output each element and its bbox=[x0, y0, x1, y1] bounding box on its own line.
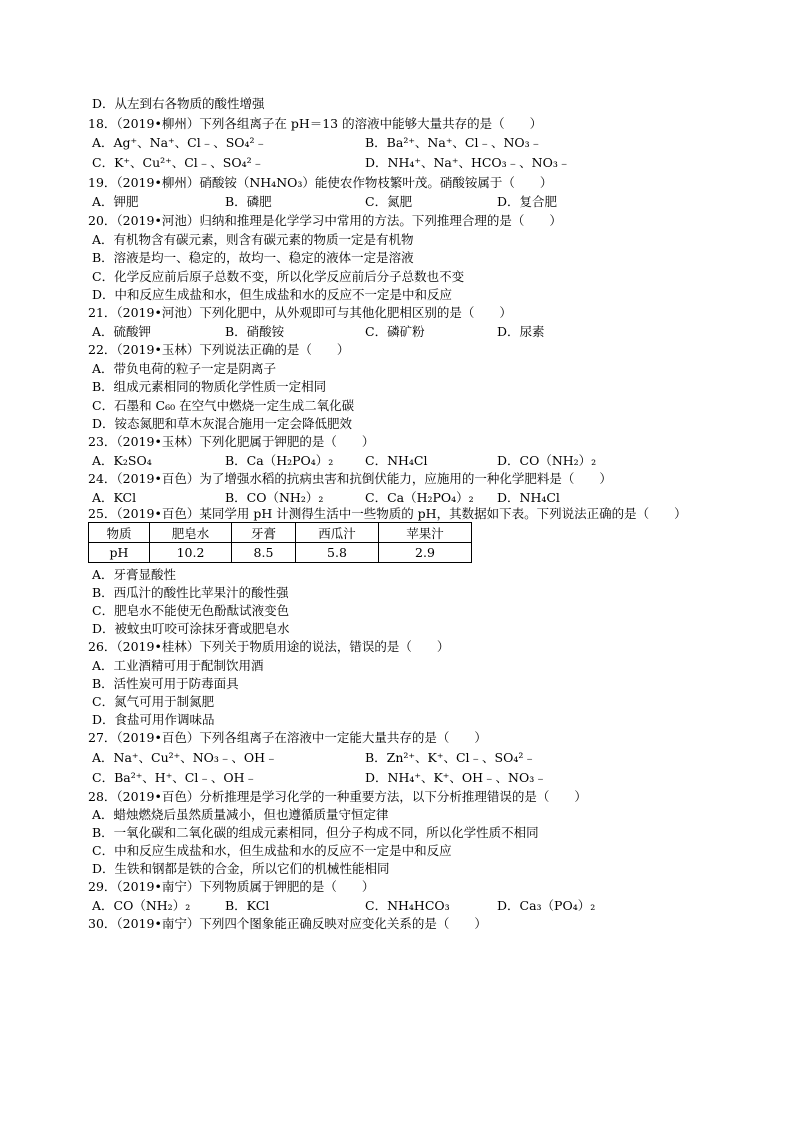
question-27: 27．（2019•百色）下列各组离子在溶液中一定能大量共存的是（ ） bbox=[88, 730, 487, 745]
q19-option-a: A．钾肥 bbox=[92, 194, 139, 209]
table-row bbox=[89, 543, 472, 563]
q29-option-d: D．Ca₃（PO₄）₂ bbox=[497, 898, 596, 913]
ph-table bbox=[88, 522, 472, 563]
question-30: 30．（2019•南宁）下列四个图象能正确反映对应变化关系的是（ ） bbox=[88, 916, 487, 931]
question-18: 18．（2019•柳州）下列各组离子在 pH＝13 的溶液中能够大量共存的是（ ） bbox=[88, 116, 543, 131]
q23-option-c: C．NH₄Cl bbox=[365, 453, 428, 468]
q23-option-d: D．CO（NH₂）₂ bbox=[497, 453, 597, 468]
q22-option-b: B．组成元素相同的物质化学性质一定相同 bbox=[92, 379, 327, 394]
question-22: 22．（2019•玉林）下列说法正确的是（ ） bbox=[88, 342, 350, 357]
question-23: 23．（2019•玉林）下列化肥属于钾肥的是（ ） bbox=[88, 434, 375, 449]
question-20: 20．（2019•河池）归纳和推理是化学学习中常用的方法。下列推理合理的是（ ） bbox=[88, 213, 562, 228]
q24-option-b: B．CO（NH₂）₂ bbox=[225, 490, 324, 505]
q23-option-b: B．Ca（H₂PO₄）₂ bbox=[225, 453, 334, 468]
question-24: 24．（2019•百色）为了增强水稻的抗病虫害和抗倒伏能力，应施用的一种化学肥料是（ ） bbox=[88, 471, 612, 486]
q17-option-d: D．从左到右各物质的酸性增强 bbox=[92, 96, 265, 111]
table-header-cell: 物质 bbox=[89, 523, 150, 543]
table-header-cell: 西瓜汁 bbox=[296, 523, 379, 543]
q19-option-c: C．氮肥 bbox=[365, 194, 413, 209]
q21-option-d: D．尿素 bbox=[497, 324, 545, 339]
q26-option-a: A．工业酒精可用于配制饮用酒 bbox=[92, 658, 264, 673]
q20-option-b: B．溶液是均一、稳定的，故均一、稳定的液体一定是溶液 bbox=[92, 250, 414, 265]
q28-option-d: D．生铁和钢都是铁的合金，所以它们的机械性能相同 bbox=[92, 861, 390, 876]
table-cell: pH bbox=[89, 543, 150, 563]
q25-option-b: B．西瓜汁的酸性比苹果汁的酸性强 bbox=[92, 585, 289, 600]
q29-option-b: B．KCl bbox=[225, 898, 270, 913]
q27-option-b: B．Zn²⁺、K⁺、Cl﹣、SO₄²﹣ bbox=[365, 750, 536, 765]
q18-option-a: A．Ag⁺、Na⁺、Cl﹣、SO₄²﹣ bbox=[92, 135, 268, 150]
q20-option-d: D．中和反应生成盐和水，但生成盐和水的反应不一定是中和反应 bbox=[92, 287, 453, 302]
q24-option-a: A．KCl bbox=[92, 490, 137, 505]
q21-option-b: B．硝酸铵 bbox=[225, 324, 285, 339]
table-header-cell: 肥皂水 bbox=[150, 523, 232, 543]
question-26: 26．（2019•桂林）下列关于物质用途的说法，错误的是（ ） bbox=[88, 639, 450, 654]
q24-option-c: C．Ca（H₂PO₄）₂ bbox=[365, 490, 474, 505]
q20-option-c: C．化学反应前后原子总数不变，所以化学反应前后分子总数也不变 bbox=[92, 269, 465, 284]
q20-option-a: A．有机物含有碳元素，则含有碳元素的物质一定是有机物 bbox=[92, 232, 414, 247]
question-19: 19．（2019•柳州）硝酸铵（NH₄NO₃）能使农作物枝繁叶茂。硝酸铵属于（ ） bbox=[88, 175, 553, 190]
q29-option-c: C．NH₄HCO₃ bbox=[365, 898, 450, 913]
q26-option-c: C．氮气可用于制氮肥 bbox=[92, 694, 215, 709]
q23-option-a: A．K₂SO₄ bbox=[92, 453, 152, 468]
q24-option-d: D．NH₄Cl bbox=[497, 490, 560, 505]
q18-option-d: D．NH₄⁺、Na⁺、HCO₃﹣、NO₃﹣ bbox=[365, 155, 571, 170]
q22-option-d: D．铵态氮肥和草木灰混合施用一定会降低肥效 bbox=[92, 416, 353, 431]
table-cell: 5.8 bbox=[296, 543, 379, 563]
question-29: 29．（2019•南宁）下列物质属于钾肥的是（ ） bbox=[88, 879, 375, 894]
q26-option-d: D．食盐可用作调味品 bbox=[92, 712, 215, 727]
question-28: 28．（2019•百色）分析推理是学习化学的一种重要方法，以下分析推理错误的是（ ） bbox=[88, 789, 587, 804]
question-21: 21．（2019•河池）下列化肥中，从外观即可与其他化肥相区别的是（ ） bbox=[88, 305, 512, 320]
q21-option-c: C．磷矿粉 bbox=[365, 324, 425, 339]
table-row bbox=[89, 523, 472, 543]
q27-option-d: D．NH₄⁺、K⁺、OH﹣、NO₃﹣ bbox=[365, 770, 547, 785]
table-cell: 8.5 bbox=[232, 543, 296, 563]
q28-option-c: C．中和反应生成盐和水，但生成盐和水的反应不一定是中和反应 bbox=[92, 843, 452, 858]
table-cell: 2.9 bbox=[379, 543, 472, 563]
q27-option-a: A．Na⁺、Cu²⁺、NO₃﹣、OH﹣ bbox=[92, 750, 278, 765]
q18-option-b: B．Ba²⁺、Na⁺、Cl﹣、NO₃﹣ bbox=[365, 135, 543, 150]
table-header-cell: 牙膏 bbox=[232, 523, 296, 543]
q19-option-d: D．复合肥 bbox=[497, 194, 558, 209]
q28-option-b: B．一氧化碳和二氧化碳的组成元素相同，但分子构成不同，所以化学性质不相同 bbox=[92, 825, 539, 840]
table-header-cell: 苹果汁 bbox=[379, 523, 472, 543]
q18-option-c: C．K⁺、Cu²⁺、Cl﹣、SO₄²﹣ bbox=[92, 155, 265, 170]
q25-option-a: A．牙膏显酸性 bbox=[92, 567, 177, 582]
q25-option-c: C．肥皂水不能使无色酚酞试液变色 bbox=[92, 603, 290, 618]
q26-option-b: B．活性炭可用于防毒面具 bbox=[92, 676, 239, 691]
q22-option-a: A．带负电荷的粒子一定是阴离子 bbox=[92, 361, 277, 376]
q27-option-c: C．Ba²⁺、H⁺、Cl﹣、OH﹣ bbox=[92, 770, 258, 785]
q28-option-a: A．蜡烛燃烧后虽然质量减小，但也遵循质量守恒定律 bbox=[92, 807, 389, 822]
q19-option-b: B．磷肥 bbox=[225, 194, 272, 209]
q22-option-c: C．石墨和 C₆₀ 在空气中燃烧一定生成二氧化碳 bbox=[92, 398, 355, 413]
question-25: 25．（2019•百色）某同学用 pH 计测得生活中一些物质的 pH，其数据如下表。下列说法正确的是（ ） bbox=[88, 506, 687, 521]
table-cell: 10.2 bbox=[150, 543, 232, 563]
q21-option-a: A．硫酸钾 bbox=[92, 324, 152, 339]
q29-option-a: A．CO（NH₂）₂ bbox=[92, 898, 191, 913]
q25-option-d: D．被蚊虫叮咬可涂抹牙膏或肥皂水 bbox=[92, 621, 290, 636]
